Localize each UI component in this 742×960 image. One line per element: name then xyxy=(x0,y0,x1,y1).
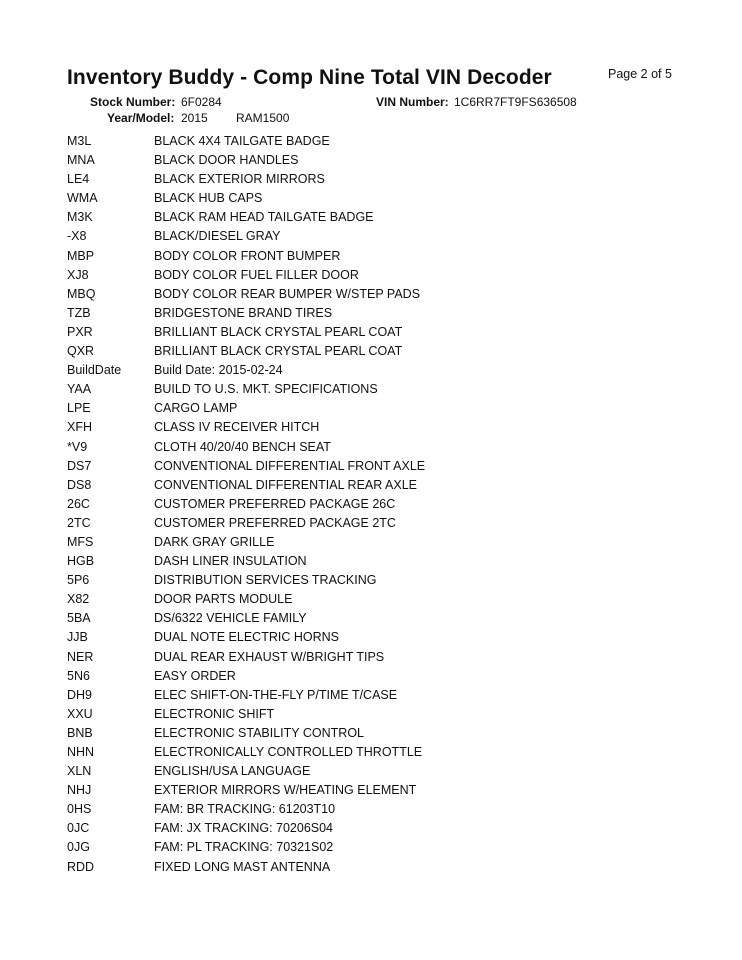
list-item xyxy=(67,248,687,267)
option-code: QXR xyxy=(67,344,95,359)
option-code: MFS xyxy=(67,534,94,549)
option-description: CLOTH 40/20/40 BENCH SEAT xyxy=(154,439,331,454)
list-item xyxy=(67,152,687,171)
option-description: CUSTOMER PREFERRED PACKAGE 26C xyxy=(154,496,396,511)
option-code: 26C xyxy=(67,496,90,511)
list-item xyxy=(67,133,687,152)
list-item xyxy=(67,400,687,419)
list-item xyxy=(67,324,687,343)
option-description: CLASS IV RECEIVER HITCH xyxy=(154,420,320,435)
list-item xyxy=(67,668,687,687)
option-code: MBP xyxy=(67,248,95,263)
option-code: 0HS xyxy=(67,802,92,817)
option-code: YAA xyxy=(67,382,92,397)
list-item xyxy=(67,534,687,553)
option-code: MNA xyxy=(67,153,95,168)
option-code: DS7 xyxy=(67,458,92,473)
list-item xyxy=(67,553,687,572)
option-code: TZB xyxy=(67,305,91,320)
option-description: FAM: BR TRACKING: 61203T10 xyxy=(154,802,336,817)
option-description: CONVENTIONAL DIFFERENTIAL REAR AXLE xyxy=(154,477,418,492)
stock-number-label: Stock Number: xyxy=(90,95,176,109)
option-code: 5P6 xyxy=(67,573,90,588)
list-item xyxy=(67,343,687,362)
option-description: DASH LINER INSULATION xyxy=(154,554,307,569)
list-item xyxy=(67,286,687,305)
option-description: Build Date: 2015-02-24 xyxy=(154,363,283,378)
year-value: 2015 xyxy=(181,111,208,125)
option-code: PXR xyxy=(67,324,93,339)
option-code: DS8 xyxy=(67,477,92,492)
option-code: LE4 xyxy=(67,172,90,187)
list-item xyxy=(67,782,687,801)
list-item xyxy=(67,610,687,629)
option-code: 2TC xyxy=(67,515,91,530)
list-item xyxy=(67,458,687,477)
option-code: XXU xyxy=(67,706,93,721)
vin-number-label: VIN Number: xyxy=(376,95,449,109)
list-item xyxy=(67,839,687,858)
option-description: EXTERIOR MIRRORS W/HEATING ELEMENT xyxy=(154,783,417,798)
list-item xyxy=(67,362,687,381)
option-description: BRIDGESTONE BRAND TIRES xyxy=(154,305,333,320)
option-code: NHJ xyxy=(67,783,92,798)
option-description: ELEC SHIFT-ON-THE-FLY P/TIME T/CASE xyxy=(154,687,398,702)
option-code: RDD xyxy=(67,859,95,874)
option-code: BuildDate xyxy=(67,363,122,378)
list-item xyxy=(67,706,687,725)
option-description: DUAL NOTE ELECTRIC HORNS xyxy=(154,630,339,645)
option-description: CUSTOMER PREFERRED PACKAGE 2TC xyxy=(154,515,396,530)
list-item xyxy=(67,572,687,591)
option-code: LPE xyxy=(67,401,91,416)
option-description: BLACK DOOR HANDLES xyxy=(154,153,299,168)
list-item xyxy=(67,801,687,820)
option-code: MBQ xyxy=(67,286,96,301)
option-code: 5N6 xyxy=(67,668,90,683)
page-title: Inventory Buddy - Comp Nine Total VIN Decoder xyxy=(67,66,552,89)
list-item xyxy=(67,859,687,878)
list-item xyxy=(67,439,687,458)
option-code: *V9 xyxy=(67,439,88,454)
option-description: CONVENTIONAL DIFFERENTIAL FRONT AXLE xyxy=(154,458,426,473)
option-code: BNB xyxy=(67,725,93,740)
option-code: XFH xyxy=(67,420,92,435)
list-item xyxy=(67,228,687,247)
option-description: ELECTRONIC SHIFT xyxy=(154,706,275,721)
stock-number-value: 6F0284 xyxy=(181,95,222,109)
option-code: X82 xyxy=(67,592,90,607)
option-code: 0JC xyxy=(67,821,90,836)
option-code: XJ8 xyxy=(67,267,89,282)
list-item xyxy=(67,477,687,496)
option-description: BODY COLOR REAR BUMPER W/STEP PADS xyxy=(154,286,421,301)
option-description: DUAL REAR EXHAUST W/BRIGHT TIPS xyxy=(154,649,385,664)
option-code: XLN xyxy=(67,764,92,779)
list-item xyxy=(67,725,687,744)
list-item xyxy=(67,419,687,438)
list-item xyxy=(67,629,687,648)
option-description: BODY COLOR FRONT BUMPER xyxy=(154,248,341,263)
list-item xyxy=(67,267,687,286)
list-item xyxy=(67,209,687,228)
option-code-list xyxy=(67,133,687,878)
option-description: BRILLIANT BLACK CRYSTAL PEARL COAT xyxy=(154,324,403,339)
list-item xyxy=(67,820,687,839)
option-description: BUILD TO U.S. MKT. SPECIFICATIONS xyxy=(154,382,378,397)
option-description: DARK GRAY GRILLE xyxy=(154,534,275,549)
option-description: ELECTRONIC STABILITY CONTROL xyxy=(154,725,364,740)
option-code: M3K xyxy=(67,210,93,225)
list-item xyxy=(67,305,687,324)
page-number: Page 2 of 5 xyxy=(608,67,672,81)
list-item xyxy=(67,649,687,668)
option-code: 0JG xyxy=(67,840,90,855)
list-item xyxy=(67,687,687,706)
option-description: EASY ORDER xyxy=(154,668,236,683)
list-item xyxy=(67,744,687,763)
option-code: HGB xyxy=(67,554,95,569)
option-description: DS/6322 VEHICLE FAMILY xyxy=(154,611,307,626)
option-code: WMA xyxy=(67,191,98,206)
vin-number-value: 1C6RR7FT9FS636508 xyxy=(454,95,577,109)
option-description: FAM: JX TRACKING: 70206S04 xyxy=(154,821,334,836)
option-description: BODY COLOR FUEL FILLER DOOR xyxy=(154,267,359,282)
option-code: M3L xyxy=(67,134,92,148)
option-code: NER xyxy=(67,649,94,664)
list-item xyxy=(67,190,687,209)
list-item xyxy=(67,496,687,515)
option-description: ELECTRONICALLY CONTROLLED THROTTLE xyxy=(154,745,423,759)
option-description: BLACK RAM HEAD TAILGATE BADGE xyxy=(154,210,374,225)
option-description: DISTRIBUTION SERVICES TRACKING xyxy=(154,573,377,588)
option-description: BLACK HUB CAPS xyxy=(154,191,263,206)
option-description: BLACK 4X4 TAILGATE BADGE xyxy=(154,134,330,148)
option-code: JJB xyxy=(67,630,88,645)
option-description: BLACK/DIESEL GRAY xyxy=(154,229,281,244)
option-description: FIXED LONG MAST ANTENNA xyxy=(154,859,331,874)
list-item xyxy=(67,381,687,400)
list-item xyxy=(67,763,687,782)
list-item xyxy=(67,591,687,610)
list-item xyxy=(67,515,687,534)
option-description: FAM: PL TRACKING: 70321S02 xyxy=(154,840,334,855)
option-code: 5BA xyxy=(67,611,91,626)
option-description: CARGO LAMP xyxy=(154,401,238,416)
option-description: BRILLIANT BLACK CRYSTAL PEARL COAT xyxy=(154,344,403,359)
option-code: NHN xyxy=(67,745,95,759)
option-description: DOOR PARTS MODULE xyxy=(154,592,293,607)
list-item xyxy=(67,171,687,190)
option-description: BLACK EXTERIOR MIRRORS xyxy=(154,172,325,187)
option-description: ENGLISH/USA LANGUAGE xyxy=(154,764,311,779)
year-model-label: Year/Model: xyxy=(107,111,175,125)
option-code: -X8 xyxy=(67,229,87,244)
model-value: RAM1500 xyxy=(236,111,290,125)
option-code: DH9 xyxy=(67,687,93,702)
